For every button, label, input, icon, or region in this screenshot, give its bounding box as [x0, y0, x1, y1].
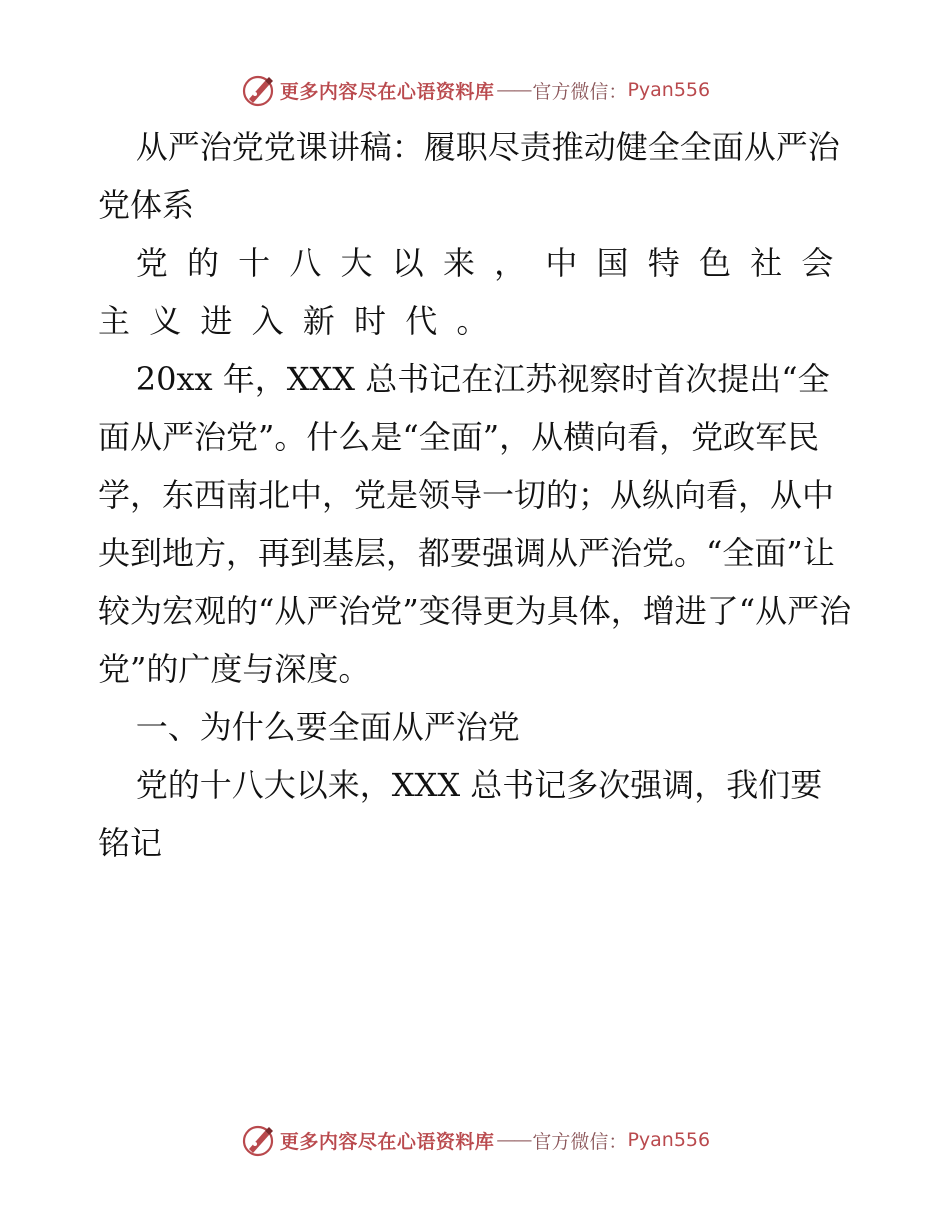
banner-dash: ——	[496, 79, 531, 101]
pen-logo-icon	[240, 1122, 276, 1158]
banner-brand: 更多内容尽在心语资料库	[279, 80, 495, 103]
banner-dash: ——	[496, 1129, 531, 1151]
banner-brand: 更多内容尽在心语资料库	[279, 1130, 495, 1153]
paragraph: 党的十八大以来，XXX 总书记多次强调，我们要铭记	[98, 766, 823, 862]
banner-wechat-label: 官方微信：	[532, 1130, 628, 1153]
banner-wechat-label: 官方微信：	[532, 80, 628, 103]
footer-banner	[0, 1122, 950, 1158]
document-body	[98, 118, 854, 872]
header-banner	[0, 72, 950, 108]
document-title: 从严治党党课讲稿：履职尽责推动健全全面从严治党体系	[98, 128, 840, 224]
section-heading: 一、为什么要全面从严治党	[135, 708, 520, 746]
paragraph: 党的十八大以来，中国特色社会主义进入新时代。	[98, 244, 853, 340]
pen-logo-icon	[240, 72, 276, 108]
banner-account: Pyan556	[627, 79, 711, 101]
paragraph: 20xx 年，XXX 总书记在江苏视察时首次提出“全面从严治党”。什么是“全面”，从横向看，党政军民学，东西南北中，党是领导一切的；从纵向看，从中央到地方，再到基层，都要强调从严治党。“全面”让较为宏观的“从严治党”变得更为具体，增进了“从严治党”的广度与深度。	[98, 360, 852, 688]
banner-account: Pyan556	[627, 1129, 711, 1151]
